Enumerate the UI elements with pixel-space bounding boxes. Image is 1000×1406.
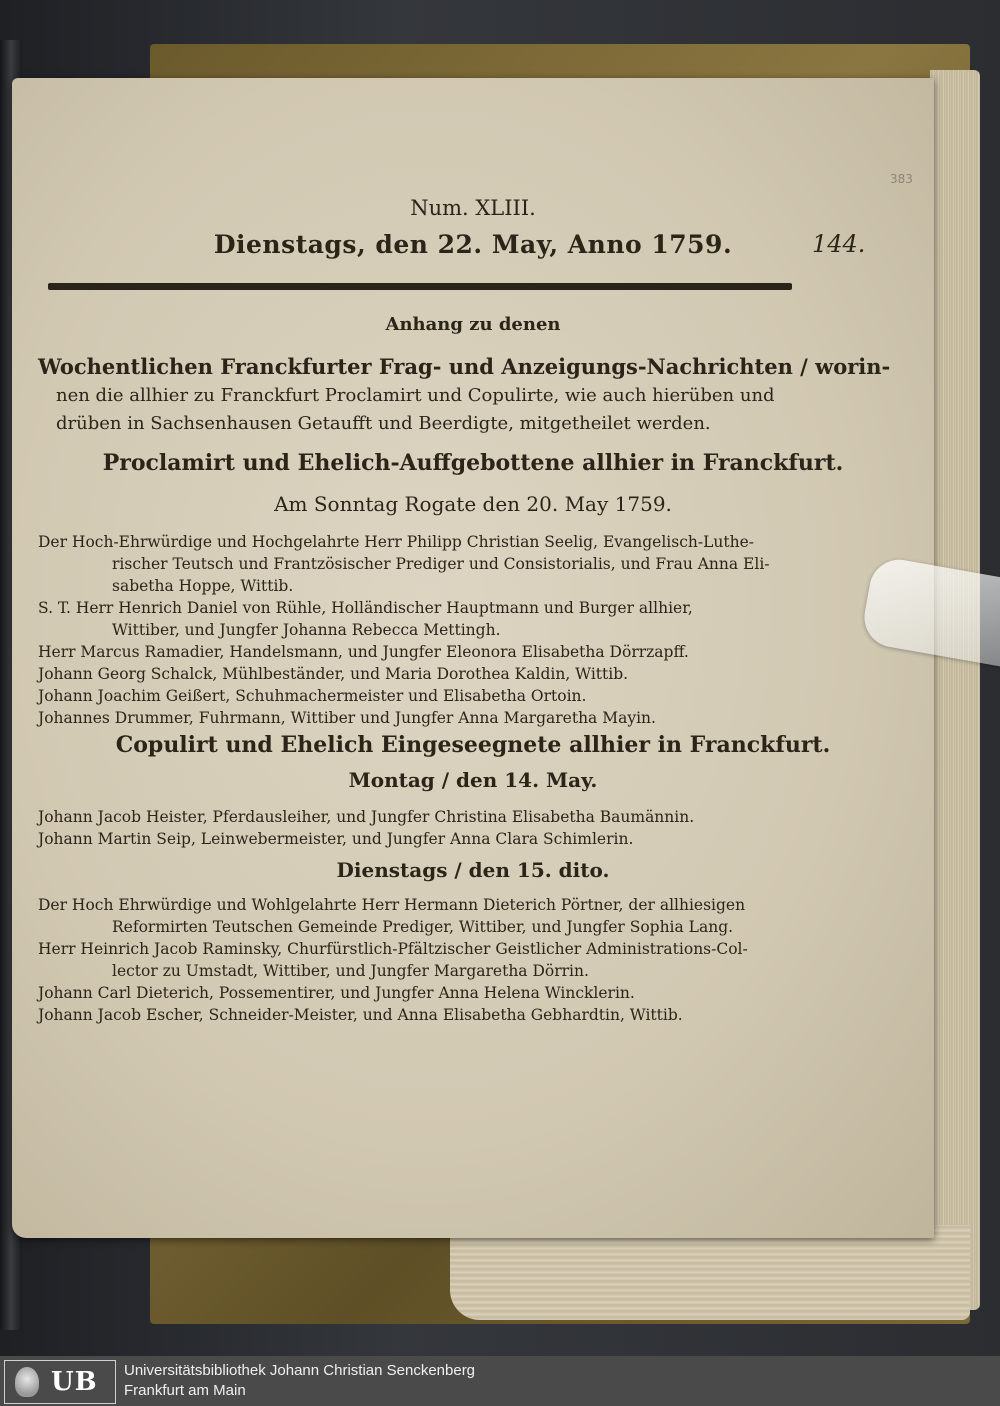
title-line-3: drüben in Sachsenhausen Getaufft und Beerdigte, mitgetheilet werden. <box>56 413 711 434</box>
logo-text: UB <box>51 1367 98 1397</box>
issue-number: Num. XLIII. <box>410 196 536 220</box>
proclamirt-entry: rischer Teutsch und Frantzösischer Prediger und Consistorialis, und Frau Anna Eli- <box>112 555 770 573</box>
proclamirt-entry: Herr Marcus Ramadier, Handelsmann, und Jungfer Eleonora Elisabetha Dörrzapff. <box>38 643 689 661</box>
copulirt-day-2: Dienstags / den 15. dito. <box>336 858 610 882</box>
footer-bar <box>0 1356 1000 1406</box>
page-number: 144. <box>812 230 866 258</box>
page-stack-edge <box>930 70 980 1310</box>
title-line-2: nen die allhier zu Franckfurt Proclamirt und Copulirte, wie auch hierüben und <box>56 385 775 406</box>
proclamirt-entry: sabetha Hoppe, Wittib. <box>112 577 294 595</box>
copulirt-entry: Johann Jacob Heister, Pferdausleiher, und Jungfer Christina Elisabetha Baumännin. <box>38 808 695 826</box>
library-logo <box>4 1360 116 1404</box>
proclamirt-entry: Wittiber, und Jungfer Johanna Rebecca Mettingh. <box>112 621 501 639</box>
document-page <box>12 78 934 1238</box>
proclamirt-date: Am Sonntag Rogate den 20. May 1759. <box>274 492 672 516</box>
proclamirt-entry: Der Hoch-Ehrwürdige und Hochgelahrte Herr Philipp Christian Seelig, Evangelisch-Luthe- <box>38 533 754 551</box>
copulirt-day-1: Montag / den 14. May. <box>348 768 598 792</box>
header-rule <box>48 283 792 290</box>
copulirt-entry: lector zu Umstadt, Wittiber, und Jungfer Margaretha Dörrin. <box>112 962 589 980</box>
page-stack-bottom <box>450 1225 970 1320</box>
appendix-heading: Anhang zu denen <box>385 314 561 335</box>
copulirt-heading: Copulirt und Ehelich Eingeseegnete allhier in Franckfurt. <box>115 732 831 758</box>
copulirt-entry: Der Hoch Ehrwürdige und Wohlgelahrte Herr Hermann Dieterich Pörtner, der allhiesigen <box>38 896 746 914</box>
copulirt-entry: Johann Carl Dieterich, Possementirer, und Jungfer Anna Helena Wincklerin. <box>38 984 635 1002</box>
title-line-1: Wochentlichen Franckfurter Frag- und Anzeigungs-Nachrichten / worin- <box>38 354 891 379</box>
pencil-note: 383 <box>890 172 913 186</box>
date-line: Dienstags, den 22. May, Anno 1759. <box>213 230 733 259</box>
proclamirt-entry: Johannes Drummer, Fuhrmann, Wittiber und Jungfer Anna Margaretha Mayin. <box>38 709 656 727</box>
copulirt-entry: Johann Jacob Escher, Schneider-Meister, und Anna Elisabetha Gebhardtin, Wittib. <box>38 1006 683 1024</box>
copulirt-entry: Reformirten Teutschen Gemeinde Prediger, Wittiber, und Jungfer Sophia Lang. <box>112 918 734 936</box>
library-name: Universitätsbibliothek Johann Christian Senckenberg <box>124 1362 476 1379</box>
copulirt-entry: Johann Martin Seip, Leinwebermeister, und Jungfer Anna Clara Schimlerin. <box>38 830 634 848</box>
library-location: Frankfurt am Main <box>124 1382 246 1399</box>
proclamirt-entry: S. T. Herr Henrich Daniel von Rühle, Holländischer Hauptmann und Burger allhier, <box>38 599 693 617</box>
portrait-icon <box>15 1367 39 1397</box>
copulirt-entry: Herr Heinrich Jacob Raminsky, Churfürstlich-Pfältzischer Geistlicher Administrations-Col- <box>38 940 748 958</box>
proclamirt-entry: Johann Joachim Geißert, Schuhmachermeister und Elisabetha Ortoin. <box>38 687 587 705</box>
proclamirt-heading: Proclamirt und Ehelich-Auffgebottene allhier in Franckfurt. <box>102 450 844 476</box>
proclamirt-entry: Johann Georg Schalck, Mühlbeständer, und Maria Dorothea Kaldin, Wittib. <box>38 665 629 683</box>
